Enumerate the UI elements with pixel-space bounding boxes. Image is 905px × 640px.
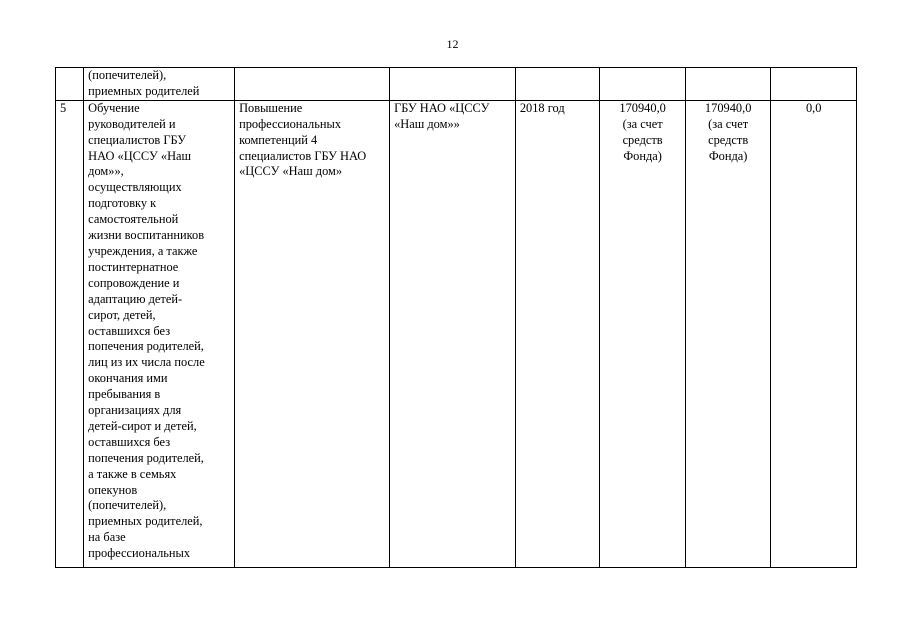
text-line: оставшихся без	[88, 434, 171, 449]
text-line: приемных родителей	[88, 83, 200, 98]
text-line: средств	[708, 132, 749, 147]
text-line: оставшихся без	[88, 323, 171, 338]
cell-sum-2	[685, 100, 771, 567]
text-line: (за счет	[708, 116, 749, 131]
text-line: подготовку к	[88, 196, 157, 211]
text-line: (попечителей),	[88, 498, 167, 513]
text-line: специалистов ГБУ	[88, 132, 186, 147]
table-row-continuation	[56, 68, 857, 101]
text-line: самостоятельной	[88, 212, 179, 227]
text-line: постинтернатное	[88, 259, 179, 274]
text-line: (за счет	[622, 116, 663, 131]
text-line: «ЦССУ «Наш дом»	[239, 164, 343, 179]
table-row-5	[56, 100, 857, 567]
text-line: 170940,0	[704, 100, 752, 115]
text-line: 170940,0	[619, 100, 666, 115]
cell-result	[235, 68, 390, 101]
cell-sum-3	[771, 68, 857, 101]
text-line: а также в семьях	[88, 466, 177, 481]
text-line: организациях для	[88, 403, 182, 418]
cell-number: 5	[56, 100, 84, 567]
text-line: НАО «ЦССУ «Наш	[88, 148, 192, 163]
text-line: Фонда)	[708, 148, 748, 163]
text-line: сирот, детей,	[88, 307, 156, 322]
page-number: 12	[446, 37, 459, 51]
text-line: профессиональных	[88, 546, 191, 561]
text-line: учреждения, а также	[88, 243, 198, 258]
text-line: попечения родителей,	[88, 339, 204, 354]
cell-executor	[390, 68, 516, 101]
cell-sum-3: 0,0	[771, 100, 857, 567]
text-line: средств	[622, 132, 663, 147]
text-line: Фонда)	[623, 148, 662, 163]
activity-table	[55, 67, 857, 568]
cell-sum-1	[600, 100, 686, 567]
cell-activity-name-continued	[84, 68, 235, 101]
cell-executor	[390, 100, 516, 567]
text-line: Повышение	[239, 100, 303, 115]
text-line: жизни воспитанников	[88, 228, 205, 243]
text-line: «Наш дом»»	[394, 116, 460, 131]
cell-result	[235, 100, 390, 567]
cell-number	[56, 68, 84, 101]
cell-year: 2018 год	[515, 100, 600, 567]
text-line: сопровождение и	[88, 275, 180, 290]
text-line: детей-сирот и детей,	[88, 418, 197, 433]
text-line: попечения родителей,	[88, 450, 204, 465]
cell-sum-1	[600, 68, 686, 101]
text-line: руководителей и	[88, 116, 176, 131]
text-line: адаптацию детей-	[88, 291, 183, 306]
text-line: осуществляющих	[88, 180, 182, 195]
text-line: пребывания в	[88, 387, 161, 402]
text-line: компетенций 4	[239, 132, 318, 147]
text-line: приемных родителей,	[88, 514, 203, 529]
text-line: на базе	[88, 530, 126, 545]
text-line: профессиональных	[239, 116, 342, 131]
cell-year	[515, 68, 600, 101]
text-line: специалистов ГБУ НАО	[239, 148, 367, 163]
text-line: Обучение	[88, 100, 140, 115]
text-line: опекунов	[88, 482, 138, 497]
cell-activity-name	[84, 100, 235, 567]
text-line: дом»»,	[88, 164, 124, 179]
text-line: ГБУ НАО «ЦССУ	[394, 100, 490, 115]
text-line: (попечителей),	[88, 68, 167, 82]
text-line: лиц из их числа после	[88, 355, 205, 370]
cell-sum-2	[685, 68, 771, 101]
text-line: окончания ими	[88, 371, 168, 386]
